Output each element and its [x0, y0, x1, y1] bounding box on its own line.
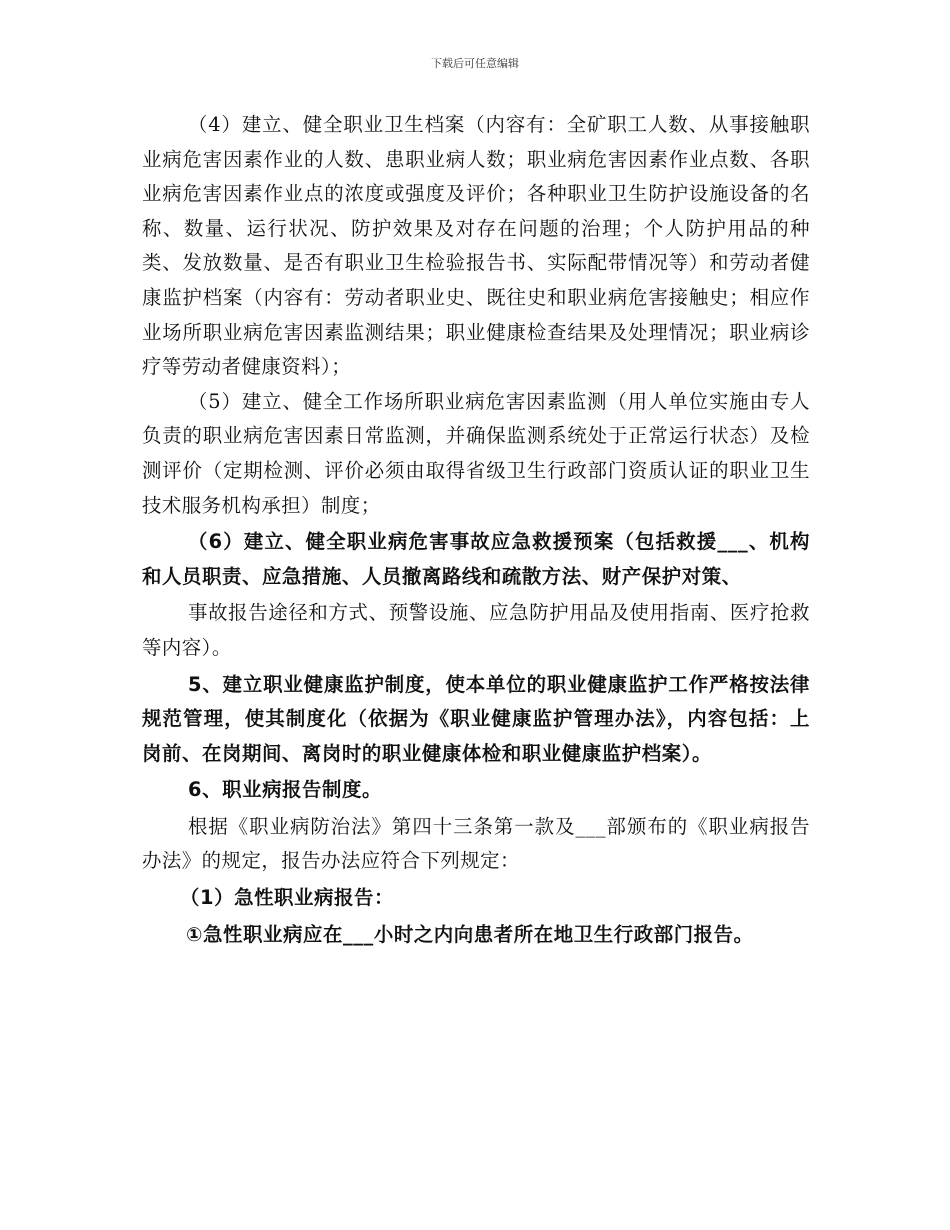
paragraph-emergency-plan-cont: 事故报告途径和方式、预警设施、应急防护用品及使用指南、医疗抢救等内容）。 — [142, 601, 810, 659]
heading-acute-report: （1）急性职业病报告： — [180, 886, 394, 910]
paragraph-hazard-monitoring: （5）建立、健全工作场所职业病危害因素监测（用人单位实施由专人负责的职业病危害因素日常监测，并确保监测系统处于正常运行状态）及检测评价（定期检测、评价必须由取得省级卫生行政部门资质认证的职业卫生技术服务机构承担）制度； — [142, 389, 810, 517]
document-body — [142, 108, 810, 952]
page-header: 下载后可任意编辑 — [431, 57, 519, 70]
paragraph-health-surveillance: 5、建立职业健康监护制度，使本单位的职业健康监护工作严格按法律规范管理，使其制度化（依据为《职业健康监护管理办法》，内容包括：上岗前、在岗期间、离岗时的职业健康体检和职业健康监护档案）。 — [142, 672, 810, 765]
item-acute-report-deadline: ①急性职业病应在___小时之内向患者所在地卫生行政部门报告。 — [186, 922, 754, 946]
paragraph-health-records: （4）建立、健全职业卫生档案（内容有：全矿职工人数、从事接触职业病危害因素作业的人数、患职业病人数；职业病危害因素作业点数、各职业病危害因素作业点的浓度或强度及评价；各种职业卫生防护设施设备的名称、数量、运行状况、防护效果及对存在问题的治理；个人防护用品的种类、发放数量、是否有职业卫生检验报告书、实际配带情况等）和劳动者健康监护档案（内容有：劳动者职业史、既往史和职业病危害接触史；相应作业场所职业病危害因素监测结果；职业健康检查结果及处理情况；职业病诊疗等劳动者健康资料）； — [142, 113, 810, 379]
heading-disease-report: 6、职业病报告制度。 — [188, 778, 383, 802]
paragraph-emergency-plan: （6）建立、健全职业病危害事故应急救援预案（包括救援___、机构和人员职责、应急措施、人员撤离路线和疏散方法、财产保护对策、 — [142, 530, 810, 588]
paragraph-report-rules: 根据《职业病防治法》第四十三条第一款及___部颁布的《职业病报告办法》的规定，报告办法应符合下列规定： — [142, 814, 810, 873]
